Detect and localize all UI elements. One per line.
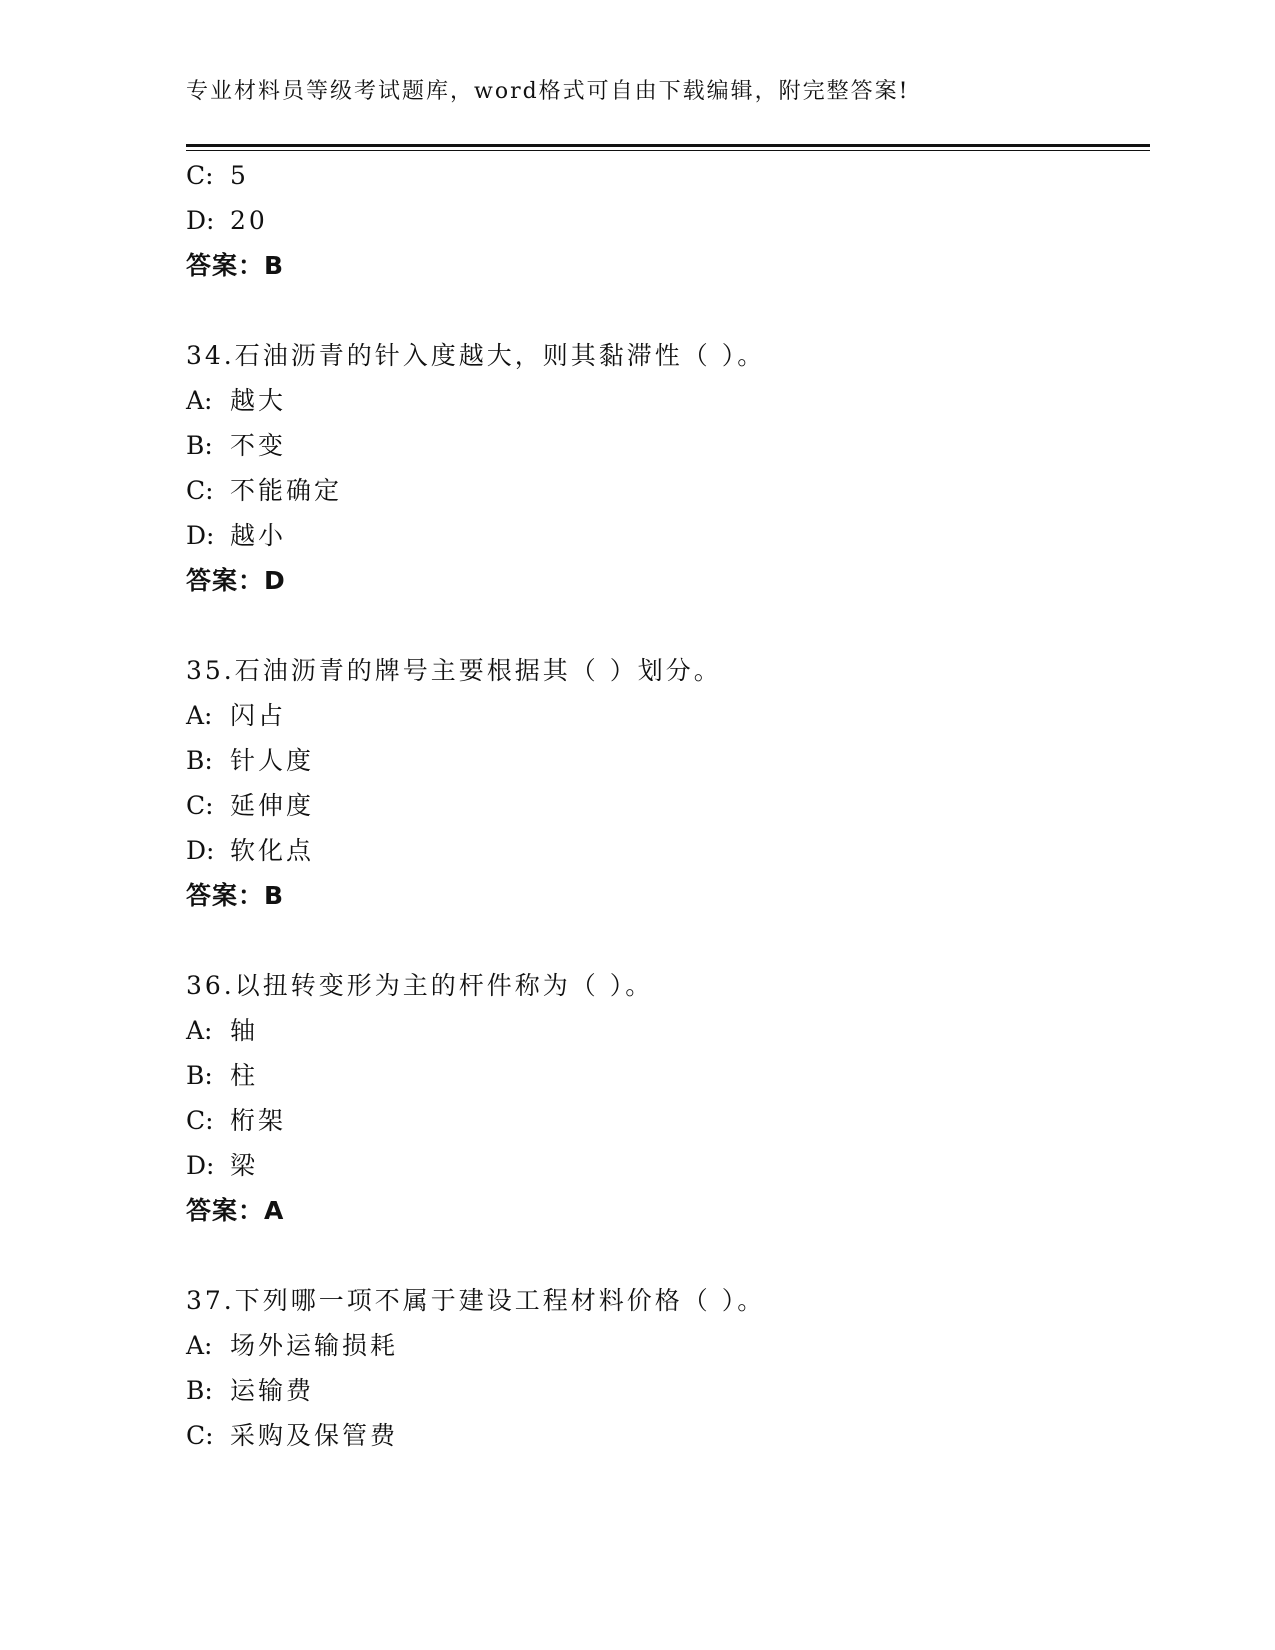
- option-text: 软化点: [230, 836, 315, 865]
- option-line: [186, 1015, 258, 1047]
- option-label: A:: [186, 1331, 213, 1360]
- option-text: 桁架: [230, 1106, 287, 1135]
- option-label: D:: [186, 1151, 215, 1180]
- option-label: C:: [186, 1421, 214, 1450]
- option-text: 运输费: [230, 1376, 315, 1405]
- option-text: 场外运输损耗: [230, 1331, 399, 1360]
- option-line: [186, 745, 314, 777]
- option-line: [186, 1150, 258, 1182]
- option-line: [186, 1330, 398, 1362]
- option-text: 延伸度: [230, 791, 315, 820]
- option-label: A:: [186, 701, 213, 730]
- option-line: [186, 1420, 398, 1452]
- question-stem: 36.以扭转变形为主的杆件称为（ ）。: [186, 971, 654, 1000]
- option-label: D:: [186, 206, 215, 235]
- option-line: [186, 430, 286, 462]
- option-label: C:: [186, 476, 214, 505]
- option-line: [186, 205, 268, 237]
- option-label: D:: [186, 521, 215, 550]
- option-line: [186, 520, 286, 552]
- option-label: C:: [186, 791, 214, 820]
- option-label: B:: [186, 1376, 213, 1405]
- option-text: 柱: [230, 1061, 259, 1090]
- header-rule-thin: [186, 150, 1150, 151]
- question-stem: 37.下列哪一项不属于建设工程材料价格（ ）。: [186, 1286, 766, 1315]
- question-stem: 34.石油沥青的针入度越大，则其黏滞性（ ）。: [186, 341, 766, 370]
- option-label: B:: [186, 431, 213, 460]
- option-text: 采购及保管费: [230, 1421, 399, 1450]
- answer-line: 答案：A: [186, 1196, 285, 1225]
- page-header: 专业材料员等级考试题库，word格式可自由下载编辑，附完整答案!: [186, 79, 910, 104]
- option-label: C:: [186, 1106, 214, 1135]
- option-text: 梁: [230, 1151, 259, 1180]
- option-text: 闪占: [230, 701, 287, 730]
- option-text: 5: [230, 161, 249, 190]
- question-stem: 35.石油沥青的牌号主要根据其（ ）划分。: [186, 656, 722, 685]
- header-rule-thick: [186, 144, 1150, 147]
- option-label: D:: [186, 836, 215, 865]
- option-label: A:: [186, 386, 213, 415]
- option-label: B:: [186, 746, 213, 775]
- option-line: [186, 1105, 286, 1137]
- option-line: [186, 1375, 314, 1407]
- option-line: [186, 790, 314, 822]
- option-line: [186, 385, 286, 417]
- option-text: 越小: [230, 521, 287, 550]
- option-line: [186, 835, 314, 867]
- option-line: [186, 160, 249, 192]
- option-text: 越大: [230, 386, 287, 415]
- option-line: [186, 1060, 258, 1092]
- option-text: 20: [230, 206, 268, 235]
- option-text: 针人度: [230, 746, 315, 775]
- answer-line: 答案：D: [186, 566, 286, 595]
- option-label: A:: [186, 1016, 213, 1045]
- option-label: C:: [186, 161, 214, 190]
- option-text: 轴: [230, 1016, 259, 1045]
- answer-line: 答案：B: [186, 251, 285, 280]
- answer-line: 答案：B: [186, 881, 285, 910]
- option-line: [186, 475, 342, 507]
- option-label: B:: [186, 1061, 213, 1090]
- option-text: 不能确定: [230, 476, 343, 505]
- option-line: [186, 700, 286, 732]
- option-text: 不变: [230, 431, 287, 460]
